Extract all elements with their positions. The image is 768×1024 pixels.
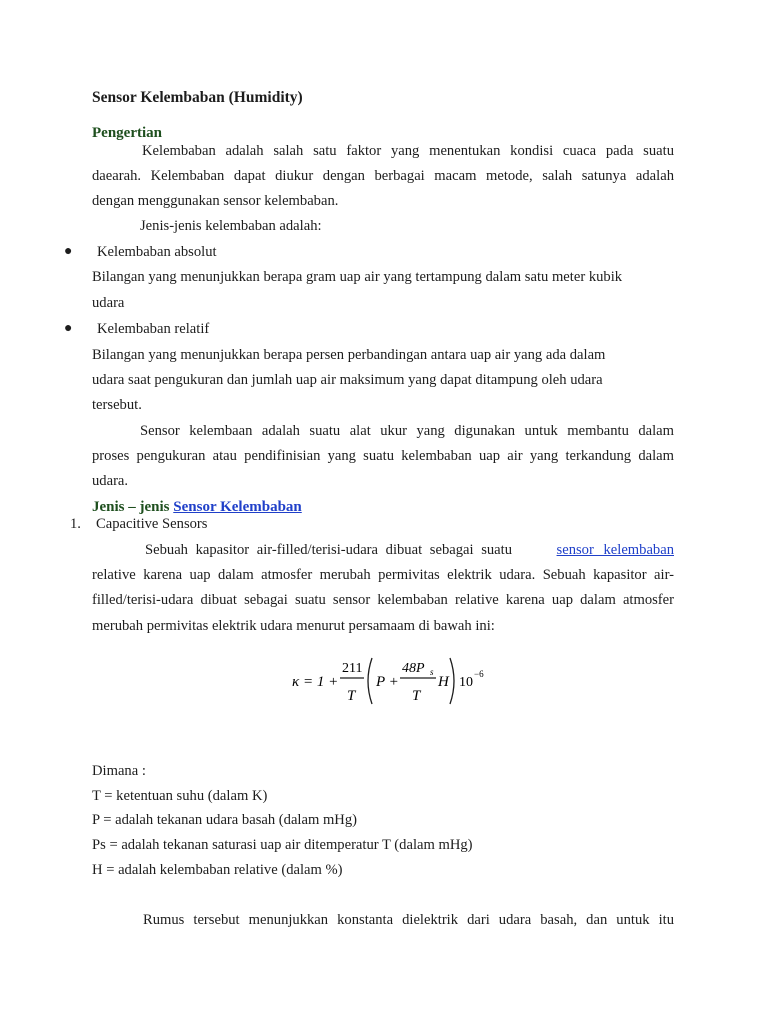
paragraph-text: Sebuah kapasitor air-filled/terisi-udara dibuat sebagai suatu [145,542,513,558]
paragraph-line [145,541,674,559]
paragraph-line: Sensor kelembaan adalah suatu alat ukur yang digunakan untuk membantu dalam [140,423,674,439]
types-intro: Jenis-jenis kelembaban adalah: [140,218,322,234]
formula-num2: 48P [402,661,425,676]
bullet-label: Kelembaban relatif [97,321,210,337]
definition-line: P = adalah tekanan udara basah (dalam mHg) [92,812,358,828]
paragraph-line: merubah permivitas elektrik udara menurut persamaam di bawah ini: [92,618,495,634]
paragraph-line: proses pengukuran atau pendifinisian yang suatu kelembaban uap air yang terkandung dalam [92,448,674,464]
paragraph-line: Kelembaban adalah salah satu faktor yang menentukan kondisi cuaca pada suatu [142,143,674,159]
sensor-kelembaban-link[interactable]: Sensor Kelembaban [173,499,302,515]
sensor-kelembaban-inline-link[interactable]: sensor kelembaban [556,542,674,558]
formula-num1: 211 [342,661,363,676]
paragraph-line: relative karena uap dalam atmosfer merubah permivitas elektrik udara. Sebuah kapasitor air- [92,567,674,583]
list-item-label: Capacitive Sensors [96,516,208,532]
definition-line: H = adalah kelembaban relative (dalam %) [92,862,343,878]
formula-open-paren [368,658,372,704]
formula-den1: T [347,688,356,704]
bullet-label: Kelembaban absolut [97,244,217,260]
dimana-label: Dimana : [92,763,146,779]
bullet-desc-line: tersebut. [92,397,142,413]
closing-paragraph-line: Rumus tersebut menunjukkan konstanta dielektrik dari udara basah, dan untuk itu [143,912,674,928]
formula-exp-power: −6 [474,669,484,679]
list-number: 1. [70,516,81,532]
bullet-desc-line: Bilangan yang menunjukkan berapa persen perbandingan antara uap air yang ada dalam [92,347,606,363]
formula-h: H [438,674,449,690]
formula-close-paren [450,658,454,704]
definition-line: T = ketentuan suhu (dalam K) [92,788,268,804]
bullet-icon: ● [64,244,73,259]
section-heading-pengertian: Pengertian [92,125,162,141]
formula-exp-base: 10 [459,675,473,690]
formula-subscript: s [430,667,434,677]
paragraph-line: dengan menggunakan sensor kelembaban. [92,193,339,209]
paragraph-line: daearah. Kelembaban dapat diukur dengan berbagai macam metode, salah satunya adalah [92,168,674,184]
paragraph-line: filled/terisi-udara dibuat sebagai suatu sensor kelembaban relative karena uap dalam atmosfer [92,592,674,608]
document-title: Sensor Kelembaban (Humidity) [92,89,303,106]
bullet-desc-line: udara saat pengukuran dan jumlah uap air maksimum yang dapat ditampung oleh udara [92,372,603,388]
section-heading-jenis [92,498,302,516]
formula-lhs: κ = 1 + [292,674,339,690]
formula-den2: T [412,688,421,704]
bullet-icon: ● [64,321,73,336]
paragraph-line: udara. [92,473,129,489]
definition-line: Ps = adalah tekanan saturasi uap air ditemperatur T (dalam mHg) [92,837,473,853]
heading-prefix: Jenis – jenis [92,499,174,515]
formula-p: P + [376,674,399,690]
dielectric-formula [290,650,490,712]
bullet-desc-line: udara [92,295,125,311]
bullet-desc-line: Bilangan yang menunjukkan berapa gram uap air yang tertampung dalam satu meter kubik [92,269,623,285]
